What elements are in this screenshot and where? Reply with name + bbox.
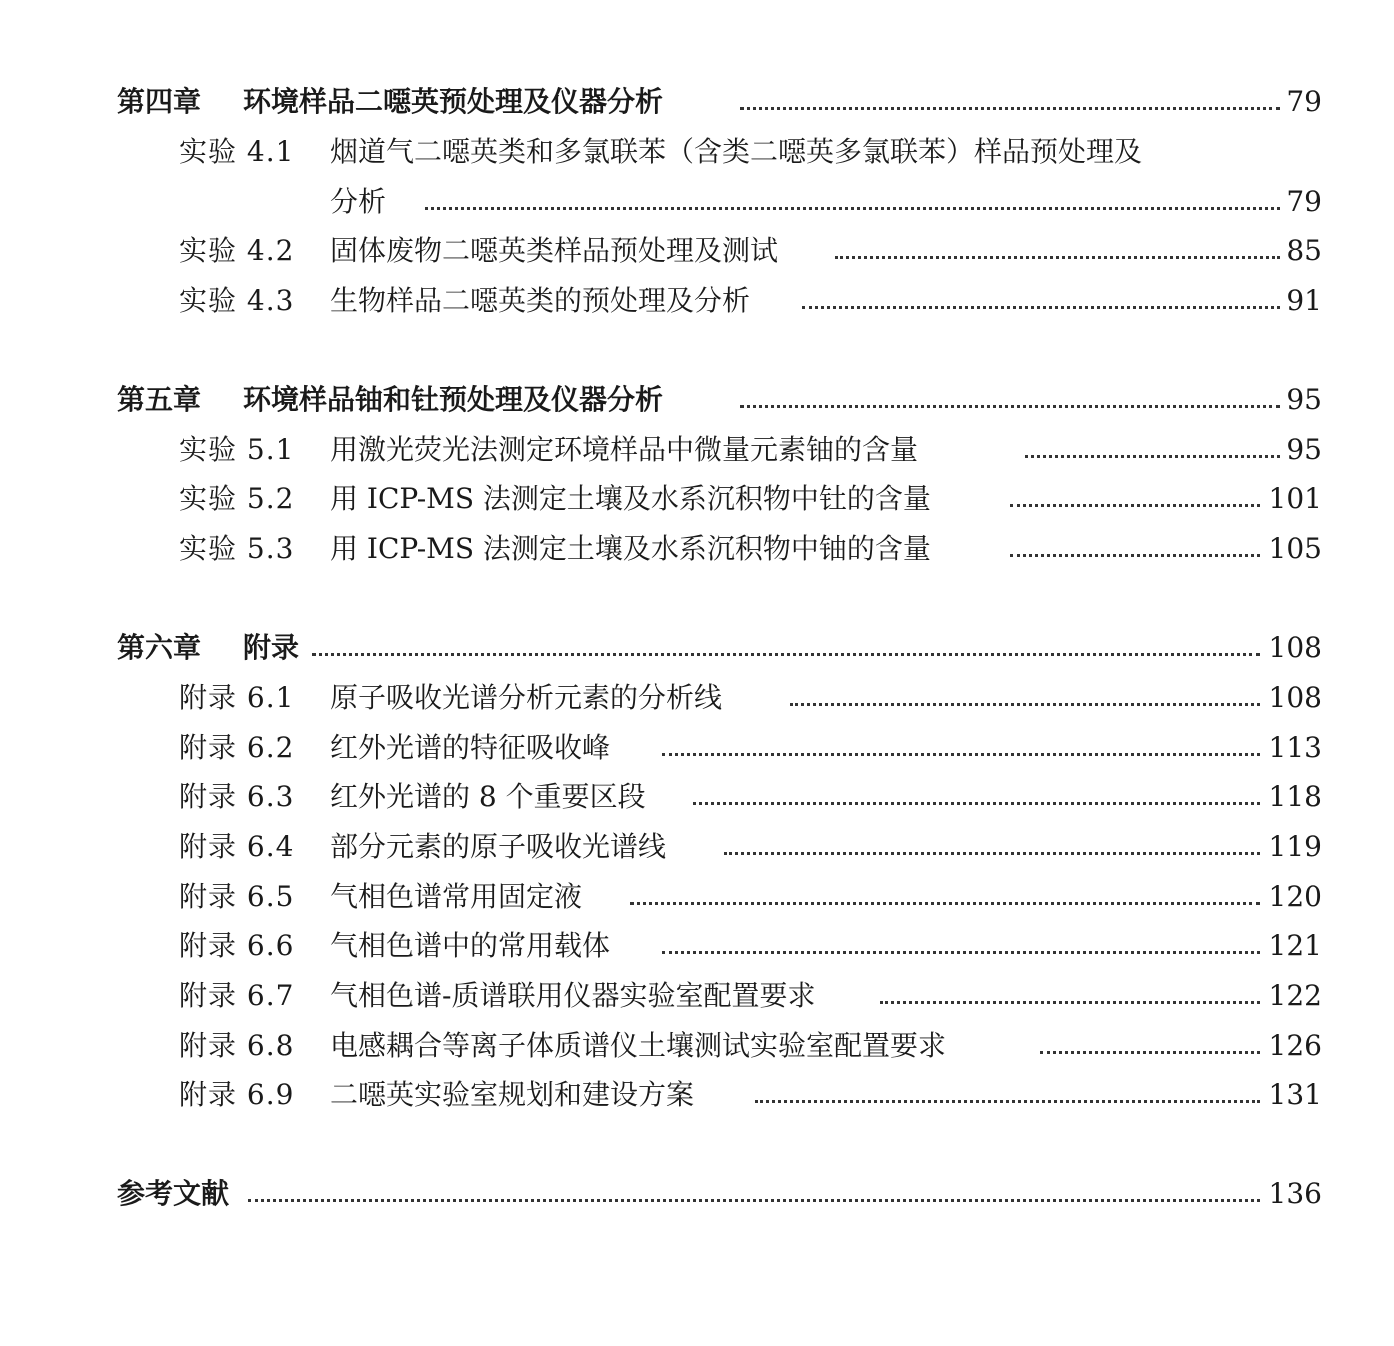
entry-title: 用 ICP-MS 法测定土壤及水系沉积物中钍的含量 xyxy=(330,482,931,515)
toc-entry-4-1-continued[interactable] xyxy=(0,180,1394,224)
dot-leader xyxy=(880,1001,1260,1004)
dot-leader xyxy=(755,1100,1260,1103)
toc-chapter-6[interactable] xyxy=(0,626,1394,670)
entry-label: 附录 6.6 xyxy=(179,929,295,962)
toc-entry-6-4[interactable] xyxy=(0,825,1394,869)
entry-title: 气相色谱中的常用载体 xyxy=(330,929,611,962)
toc-chapter-4[interactable] xyxy=(0,80,1394,124)
page-number: 121 xyxy=(1268,929,1322,962)
toc-references[interactable] xyxy=(0,1172,1394,1216)
entry-label: 实验 4.2 xyxy=(179,234,295,267)
entry-label: 实验 5.3 xyxy=(179,532,295,565)
dot-leader xyxy=(312,653,1260,656)
dot-leader xyxy=(740,107,1280,110)
dot-leader xyxy=(1025,455,1280,458)
toc-entry-6-1[interactable] xyxy=(0,676,1394,720)
entry-label: 附录 6.5 xyxy=(179,880,295,913)
entry-label: 附录 6.2 xyxy=(179,731,295,764)
entry-label: 附录 6.8 xyxy=(179,1029,295,1062)
entry-title: 电感耦合等离子体质谱仪土壤测试实验室配置要求 xyxy=(330,1029,947,1062)
chapter-label: 第六章 xyxy=(117,631,202,664)
entry-title: 二噁英实验室规划和建设方案 xyxy=(330,1078,695,1111)
entry-label: 实验 5.1 xyxy=(179,433,295,466)
dot-leader xyxy=(425,207,1280,210)
page-number: 108 xyxy=(1268,631,1322,664)
entry-label: 附录 6.4 xyxy=(179,830,295,863)
toc-entry-6-3[interactable] xyxy=(0,775,1394,819)
page-number: 95 xyxy=(1286,433,1322,466)
toc-entry-6-6[interactable] xyxy=(0,924,1394,968)
dot-leader xyxy=(248,1199,1260,1202)
chapter-label: 第五章 xyxy=(117,383,202,416)
entry-title: 固体废物二噁英类样品预处理及测试 xyxy=(330,234,779,267)
dot-leader xyxy=(724,852,1260,855)
chapter-label: 第四章 xyxy=(117,85,202,118)
page-number: 118 xyxy=(1268,780,1322,813)
toc-entry-5-3[interactable] xyxy=(0,527,1394,571)
page-number: 119 xyxy=(1268,830,1322,863)
dot-leader xyxy=(1010,504,1260,507)
entry-title: 气相色谱-质谱联用仪器实验室配置要求 xyxy=(330,979,816,1012)
references-title: 参考文献 xyxy=(117,1177,230,1210)
page-number: 105 xyxy=(1268,532,1322,565)
entry-title-continued: 分析 xyxy=(330,185,387,218)
page-number: 131 xyxy=(1268,1078,1322,1111)
entry-label: 附录 6.3 xyxy=(179,780,295,813)
dot-leader xyxy=(662,951,1260,954)
page-number: 122 xyxy=(1268,979,1322,1012)
toc-entry-6-7[interactable] xyxy=(0,974,1394,1018)
page-number: 120 xyxy=(1268,880,1322,913)
entry-title: 生物样品二噁英类的预处理及分析 xyxy=(330,284,751,317)
dot-leader xyxy=(1010,554,1260,557)
entry-title: 部分元素的原子吸收光谱线 xyxy=(330,830,667,863)
chapter-title: 环境样品二噁英预处理及仪器分析 xyxy=(243,85,664,118)
toc-entry-6-2[interactable] xyxy=(0,726,1394,770)
page-number: 79 xyxy=(1286,185,1322,218)
dot-leader xyxy=(790,703,1260,706)
toc-entry-4-2[interactable] xyxy=(0,229,1394,273)
entry-label: 实验 4.1 xyxy=(179,135,295,168)
entry-title: 红外光谱的特征吸收峰 xyxy=(330,731,611,764)
toc-entry-4-3[interactable] xyxy=(0,279,1394,323)
toc-entry-6-8[interactable] xyxy=(0,1024,1394,1068)
dot-leader xyxy=(630,902,1260,905)
entry-title: 用激光荧光法测定环境样品中微量元素铀的含量 xyxy=(330,433,919,466)
page-number: 91 xyxy=(1286,284,1322,317)
dot-leader xyxy=(693,802,1260,805)
toc-entry-5-1[interactable] xyxy=(0,428,1394,472)
page-number: 136 xyxy=(1268,1177,1322,1210)
page-number: 113 xyxy=(1268,731,1322,764)
entry-title: 原子吸收光谱分析元素的分析线 xyxy=(330,681,723,714)
toc-chapter-5[interactable] xyxy=(0,378,1394,422)
entry-title: 用 ICP-MS 法测定土壤及水系沉积物中铀的含量 xyxy=(330,532,931,565)
dot-leader xyxy=(740,405,1280,408)
dot-leader xyxy=(1040,1051,1260,1054)
page-number: 95 xyxy=(1286,383,1322,416)
toc-entry-4-1[interactable] xyxy=(0,130,1394,174)
toc-entry-6-9[interactable] xyxy=(0,1073,1394,1117)
dot-leader xyxy=(662,753,1260,756)
page-number: 108 xyxy=(1268,681,1322,714)
chapter-title: 附录 xyxy=(243,631,300,664)
page-number: 79 xyxy=(1286,85,1322,118)
dot-leader xyxy=(835,256,1280,259)
page-number: 101 xyxy=(1268,482,1322,515)
entry-label: 附录 6.9 xyxy=(179,1078,295,1111)
entry-title: 气相色谱常用固定液 xyxy=(330,880,583,913)
entry-title: 烟道气二噁英类和多氯联苯（含类二噁英多氯联苯）样品预处理及 xyxy=(330,135,1143,168)
page-number: 85 xyxy=(1286,234,1322,267)
entry-label: 附录 6.7 xyxy=(179,979,295,1012)
chapter-title: 环境样品铀和钍预处理及仪器分析 xyxy=(243,383,664,416)
entry-title: 红外光谱的 8 个重要区段 xyxy=(330,780,646,813)
toc-entry-5-2[interactable] xyxy=(0,477,1394,521)
entry-label: 实验 4.3 xyxy=(179,284,295,317)
toc-entry-6-5[interactable] xyxy=(0,875,1394,919)
entry-label: 实验 5.2 xyxy=(179,482,295,515)
entry-label: 附录 6.1 xyxy=(179,681,295,714)
page-number: 126 xyxy=(1268,1029,1322,1062)
dot-leader xyxy=(802,306,1280,309)
